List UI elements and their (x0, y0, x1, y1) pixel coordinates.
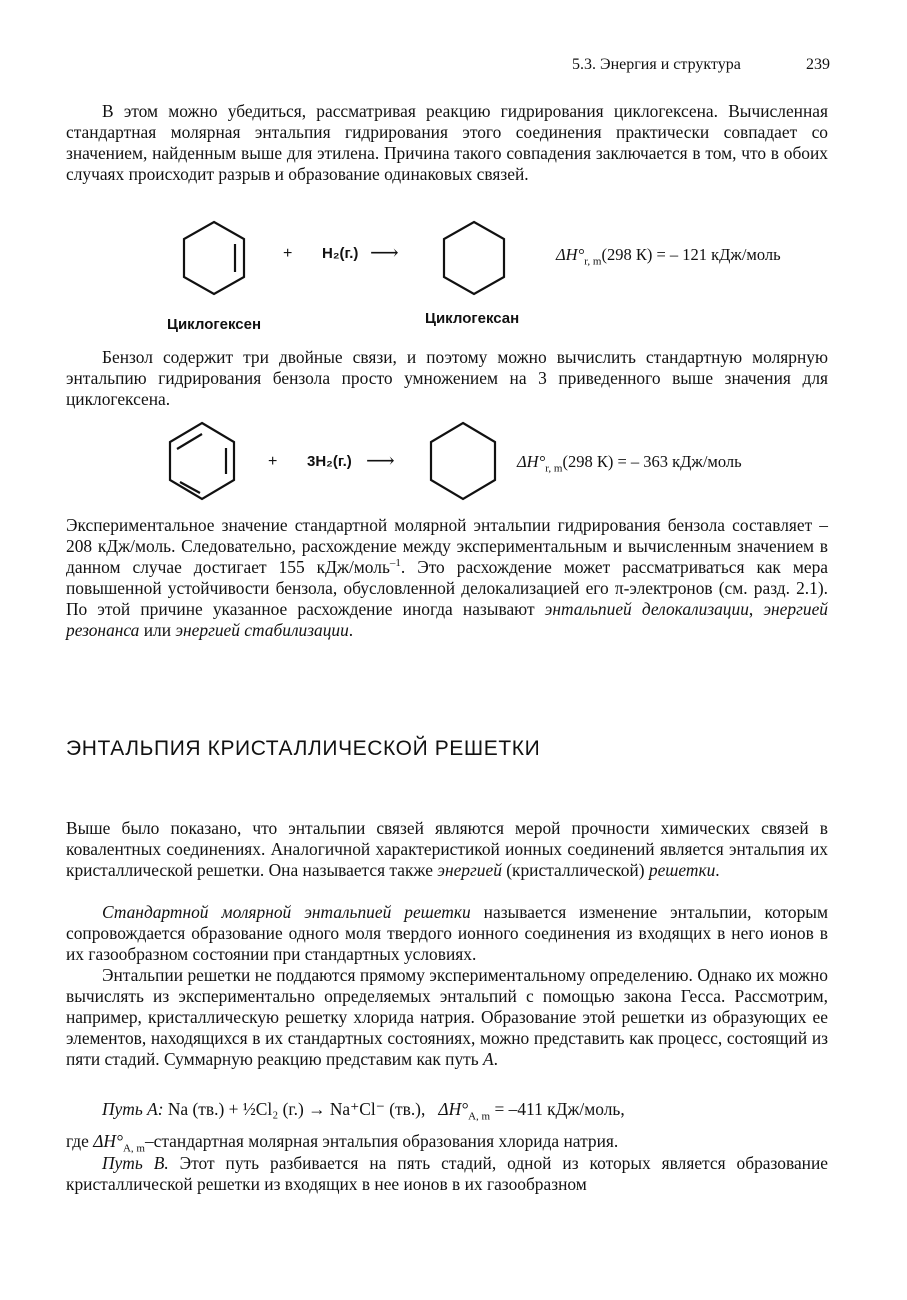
text: (кристаллической) (501, 860, 649, 880)
delta-h-subscript: r, m (545, 462, 563, 475)
delta-h-subscript: r, m (584, 255, 602, 268)
term-delocalization: энтальпией делокализации (544, 599, 749, 619)
term-resonance: энергией резонанса (66, 599, 828, 640)
delta-h-subscript: A, m (468, 1110, 491, 1123)
superscript: –1 (389, 557, 401, 570)
where-line (66, 1131, 619, 1155)
delta-h-symbol: ΔH° (556, 245, 585, 264)
hydrogen-reagent-2: 3H₂(г.) (307, 453, 352, 470)
plus-sign-1: + (283, 245, 293, 262)
paragraph-intro: В этом можно убедиться, рассматривая реакцию гидрирования циклогексена. Вычисленная стандартная молярная энтальпия гидрирования этого соединения практически совпадает со значением, найденным выше для этилена. Причина такого совпадения заключается в том, что в обоих случаях происходит разрыв и образование одинаковых связей. (66, 101, 828, 184)
separator: или (139, 620, 176, 640)
term-standard-lattice-enthalpy: Стандартной молярной энтальпией решетки (102, 902, 471, 922)
delta-h-value: = –411 кДж/моль, (494, 1099, 625, 1119)
text: называется изменение энтальпии, которым сопровождается образование одного моля твердого ионного соединения из входящих в него ионов в их газообразном состоянии при стандартных условиях. (66, 902, 828, 964)
running-header: 5.3. Энергия и структура (572, 56, 741, 73)
term-energy: энергией (437, 860, 502, 880)
reaction-arrow-1: ⟶ (370, 242, 399, 264)
term-lattice: решетки (648, 860, 716, 880)
delta-h-symbol: ΔH° (517, 452, 546, 471)
section-heading: ЭНТАЛЬПИЯ КРИСТАЛЛИЧЕСКОЙ РЕШЕТКИ (66, 737, 541, 760)
enthalpy-reaction-2 (517, 452, 742, 475)
text: Экспериментальное значение стандартной молярной энтальпии гидрирования бензола составляет –208 кДж/моль. Следовательно, расхождение между экспериментальным и вычисленным значением в данном случае достигает 155 кДж/моль (66, 515, 828, 577)
delta-h-symbol: ΔH° (438, 1099, 469, 1119)
cyclohexane-structure-2 (425, 420, 505, 510)
label-cyclohexane: Циклогексан (425, 310, 520, 327)
period: . (348, 620, 354, 640)
text: . Это расхождение может рассматриваться как мера повышенной устойчивости бензола, обусловленной делокализацией его π-электронов (см. разд. 2.1). По этой причине указанное расхождение иногда называют (66, 557, 828, 619)
label-cyclohexene: Циклогексен (167, 316, 262, 333)
path-a-formula: Na (тв.) + ½Cl₂ (г.) → Na⁺Cl⁻ (тв.), (167, 1099, 426, 1119)
paragraph-benzene: Бензол содержит три двойные связи, и поэтому можно вычислить стандартную молярную энтальпию гидрирования бензола просто умножением на 3 приведенного выше значения для циклогексена. (66, 347, 828, 409)
separator: , (748, 599, 764, 619)
where-text: –стандартная молярная энтальпия образования хлорида натрия. (144, 1131, 619, 1151)
paragraph-hess (66, 965, 828, 1070)
delta-h-subscript: A, m (122, 1142, 145, 1155)
text: Энтальпии решетки не поддаются прямому экспериментальному определению. Однако их можно вычислять из экспериментально определяемых энтальпий с помощью закона Гесса. Рассмотрим, например, кристаллическую решетку хлорида натрия. Образование этой решетки из образующих ее элементов, находящихся в их стандартных состояниях, можно представить как процесс, состоящий из пяти стадий. Суммарную реакцию представим как путь (66, 965, 828, 1069)
path-a-label: Путь А: (102, 1099, 164, 1119)
cyclohexene-structure (180, 216, 270, 316)
delta-h-value: (298 К) = – 121 кДж/моль (601, 245, 781, 264)
delta-h-value: (298 К) = – 363 кДж/моль (562, 452, 742, 471)
period: . (715, 860, 720, 880)
path-letter: А (483, 1049, 494, 1069)
paragraph-experimental (66, 515, 828, 641)
period: . (493, 1049, 499, 1069)
path-a-equation (102, 1099, 625, 1123)
enthalpy-reaction-1 (556, 245, 781, 268)
hydrogen-reagent-1: H₂(г.) (322, 245, 359, 262)
cyclohexane-structure (438, 216, 518, 316)
paragraph-lattice-intro (66, 818, 828, 881)
reaction-arrow-2: ⟶ (366, 450, 395, 472)
text: Этот путь разбивается на пять стадий, одной из которых является образование кристаллической решетки из входящих в нее ионов в их газообразном (66, 1153, 828, 1194)
benzene-structure (164, 420, 254, 510)
page-number: 239 (806, 56, 830, 73)
text: Выше было показано, что энтальпии связей являются мерой прочности химических связей в ковалентных соединениях. Аналогичной характеристикой ионных соединений является энтальпия их кристаллической решетки. Она называется также (66, 818, 828, 880)
term-stabilization: энергией стабилизации (175, 620, 349, 640)
delta-h-symbol: ΔH° (93, 1131, 123, 1151)
paragraph-path-b (66, 1153, 828, 1195)
plus-sign-2: + (268, 453, 278, 470)
where-prefix: где (66, 1131, 89, 1151)
paragraph-definition (66, 902, 828, 965)
path-b-label: Путь В. (102, 1153, 169, 1173)
